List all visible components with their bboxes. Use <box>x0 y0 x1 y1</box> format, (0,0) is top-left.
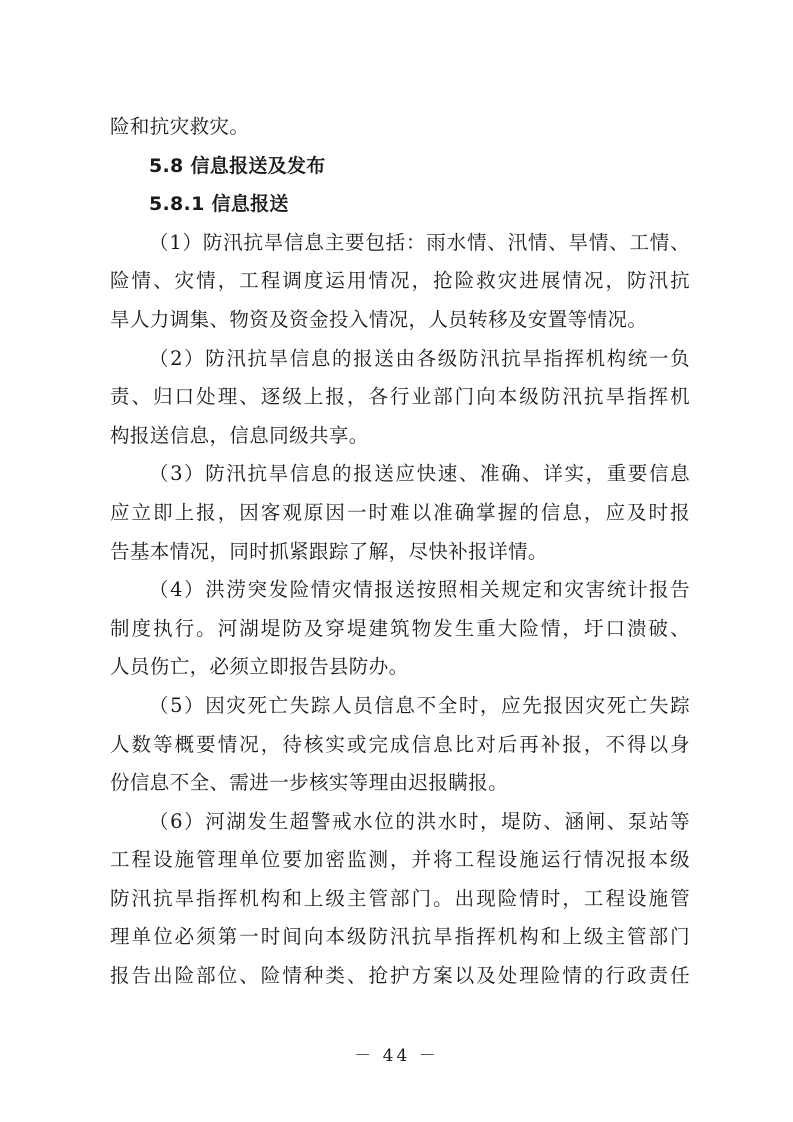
paragraph-line: 旱人力调集、物资及资金投入情况，人员转移及安置等情况。 <box>110 307 648 331</box>
paragraph-line: 责、归口处理、逐级上报，各行业部门向本级防汛抗旱指挥机 <box>110 385 690 409</box>
paragraph-6 <box>110 803 690 996</box>
paragraph-line: （3）防汛抗旱信息的报送应快速、准确、详实，重要信息 <box>149 462 690 486</box>
intro-line: 险和抗灾救灾。 <box>110 115 250 138</box>
paragraph-line: 人员伤亡，必须立即报告县防办。 <box>110 655 409 679</box>
section-heading: 5.8 信息报送及发布 <box>149 154 326 177</box>
paragraph-line: 报告出险部位、险情种类、抢护方案以及处理险情的行政责任 <box>110 964 690 988</box>
document-body <box>110 108 690 996</box>
paragraph-line: （5）因灾死亡失踪人员信息不全时，应先报因灾死亡失踪 <box>149 693 690 717</box>
paragraph-line: （2）防汛抗旱信息的报送由各级防汛抗旱指挥机构统一负 <box>149 346 690 370</box>
paragraph-2 <box>110 340 690 456</box>
paragraph-line: 理单位必须第一时间向本级防汛抗旱指挥机构和上级主管部门 <box>110 925 690 949</box>
paragraph-line: 构报送信息，信息同级共享。 <box>110 423 369 447</box>
paragraph-line: 险情、灾情，工程调度运用情况，抢险救灾进展情况，防汛抗 <box>110 269 690 293</box>
paragraph-line: （1）防汛抗旱信息主要包括：雨水情、汛情、旱情、工情、 <box>149 230 690 254</box>
paragraph-line: （6）河湖发生超警戒水位的洪水时，堤防、涵闸、泵站等 <box>149 809 690 833</box>
page-number: － 44 － <box>354 1046 439 1066</box>
paragraph-line: 防汛抗旱指挥机构和上级主管部门。出现险情时，工程设施管 <box>110 886 690 910</box>
paragraph-4 <box>110 571 690 687</box>
paragraph-line: 人数等概要情况，待核实或完成信息比对后再补报，不得以身 <box>110 732 690 756</box>
paragraph-line: （4）洪涝突发险情灾情报送按照相关规定和灾害统计报告 <box>149 578 690 602</box>
paragraph-line: 制度执行。河湖堤防及穿堤建筑物发生重大险情，圩口溃破、 <box>110 616 690 640</box>
paragraph-line: 工程设施管理单位要加密监测，并将工程设施运行情况报本级 <box>110 848 690 872</box>
paragraph-5 <box>110 687 690 803</box>
subsection-heading: 5.8.1 信息报送 <box>149 193 289 216</box>
paragraph-line: 告基本情况，同时抓紧跟踪了解，尽快补报详情。 <box>110 539 548 563</box>
paragraph-1 <box>110 224 690 340</box>
paragraph-line: 份信息不全、需进一步核实等理由迟报瞒报。 <box>110 771 509 795</box>
paragraph-line: 应立即上报，因客观原因一时难以准确掌握的信息，应及时报 <box>110 500 690 524</box>
paragraph-3 <box>110 455 690 571</box>
